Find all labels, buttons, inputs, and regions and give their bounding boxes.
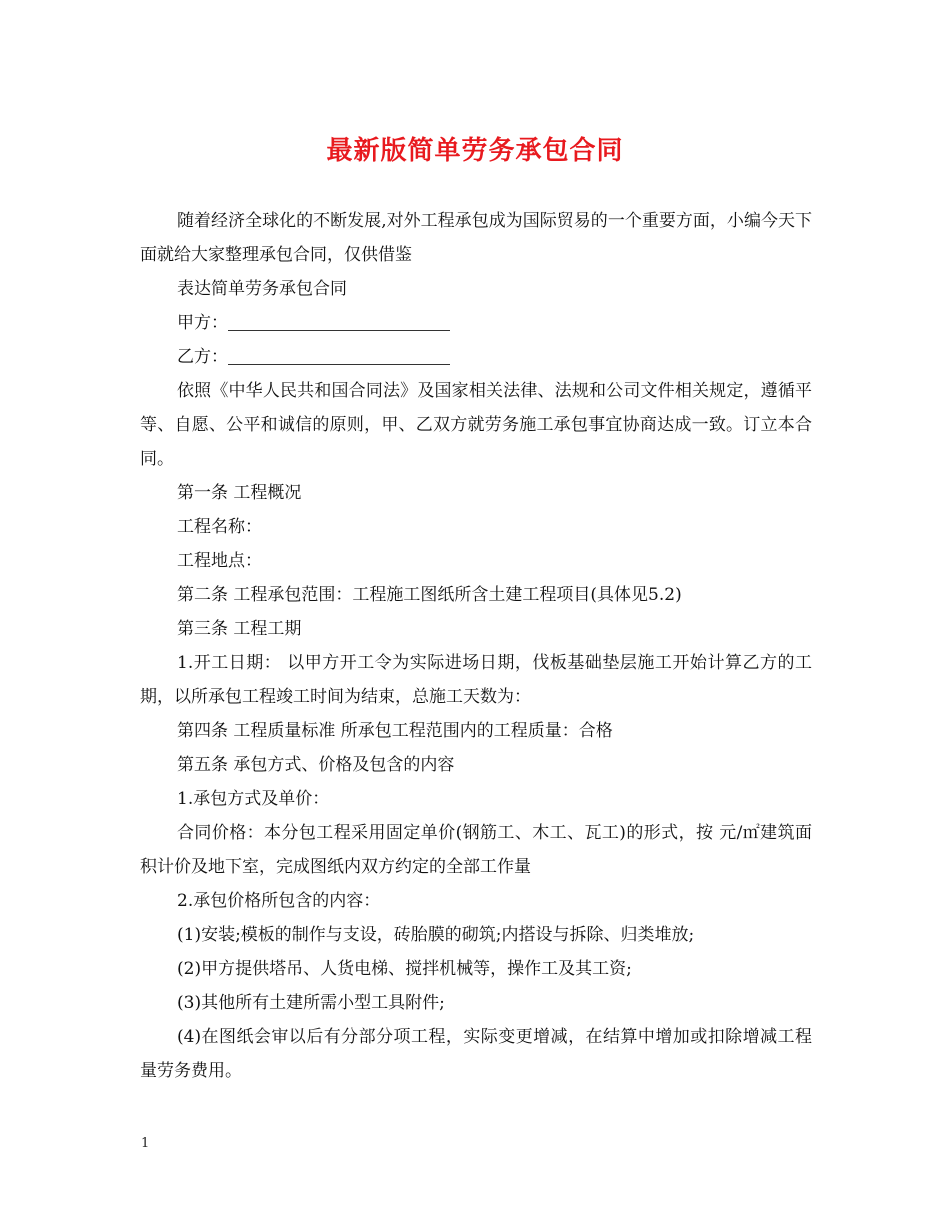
intro-paragraph: 随着经济全球化的不断发展,对外工程承包成为国际贸易的一个重要方面，小编今天下面就给大家整理承包合同，仅供借鉴 [140, 211, 812, 265]
article-1-heading: 第一条 工程概况 [177, 483, 302, 503]
page-number: 1 [141, 1136, 150, 1151]
project-location-field: 工程地点： [177, 551, 262, 571]
contract-subtitle: 表达简单劳务承包合同 [177, 279, 347, 299]
article-2-paragraph: 第二条 工程承包范围：工程施工图纸所含土建工程项目(具体见5.2) [177, 585, 682, 605]
list-item-4: (4)在图纸会审以后有分部分项工程，实际变更增减，在结算中增加或扣除增减工程量劳务费用。 [140, 1027, 812, 1081]
method-heading: 1.承包方式及单价： [177, 789, 330, 809]
list-item-2: (2)甲方提供塔吊、人货电梯、搅拌机械等，操作工及其工资; [177, 959, 632, 979]
party-a-blank [228, 312, 450, 331]
list-item-1: (1)安装;模板的制作与支设，砖胎膜的砌筑;内搭设与拆除、归类堆放; [177, 925, 695, 945]
document-body [140, 204, 812, 1088]
contract-price-paragraph: 合同价格：本分包工程采用固定单价(钢筋工、木工、瓦工)的形式，按 元/㎡建筑面积计价及地下室，完成图纸内双方约定的全部工作量 [140, 823, 812, 877]
party-b-label: 乙方： [177, 347, 228, 367]
party-a-line [140, 306, 812, 340]
project-name-field: 工程名称： [177, 517, 262, 537]
party-b-line [140, 340, 812, 374]
start-date-paragraph: 1.开工日期： 以甲方开工令为实际进场日期，伐板基础垫层施工开始计算乙方的工期，以所承包工程竣工时间为结束，总施工天数为： [140, 653, 812, 707]
document-title: 最新版简单劳务承包合同 [326, 136, 624, 166]
includes-heading: 2.承包价格所包含的内容： [177, 891, 381, 911]
article-5-heading: 第五条 承包方式、价格及包含的内容 [177, 755, 455, 775]
party-b-blank [228, 346, 450, 365]
article-3-heading: 第三条 工程工期 [177, 619, 302, 639]
list-item-3: (3)其他所有土建所需小型工具附件; [177, 993, 445, 1013]
party-a-label: 甲方： [177, 313, 228, 333]
basis-paragraph: 依照《中华人民共和国合同法》及国家相关法律、法规和公司文件相关规定，遵循平等、自愿、公平和诚信的原则，甲、乙双方就劳务施工承包事宜协商达成一致。订立本合同。 [140, 381, 812, 469]
article-4-paragraph: 第四条 工程质量标准 所承包工程范围内的工程质量：合格 [177, 721, 613, 741]
